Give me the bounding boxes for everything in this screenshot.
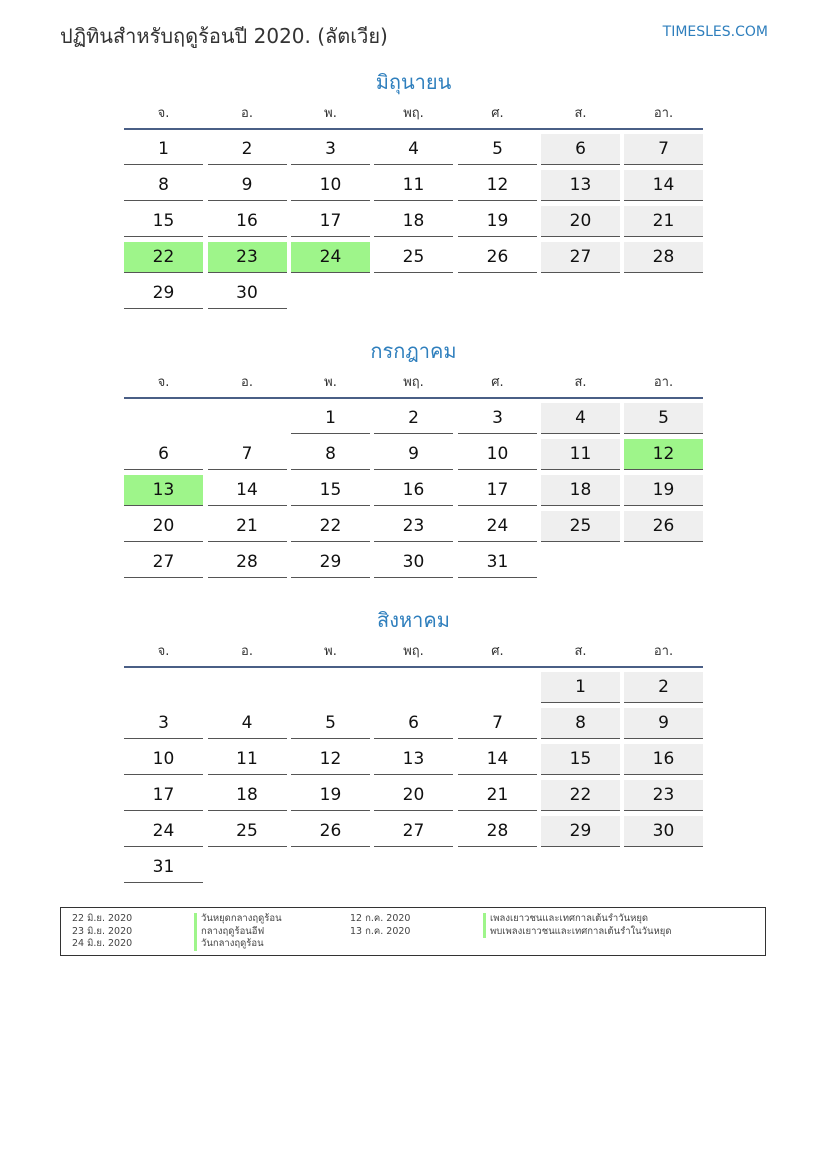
day-cell[interactable]: 24 [124,816,203,847]
legend-date: 23 มิ.ย. 2020 [72,925,133,937]
weekday-divider [124,128,703,130]
legend-date: 13 ก.ค. 2020 [350,925,411,937]
weekday-label: พฤ. [403,644,424,659]
legend-holiday-name: กลางฤดูร้อนอีฟ [194,926,264,939]
weekday-label: จ. [157,644,170,659]
day-cell[interactable]: 6 [374,708,453,739]
day-cell[interactable]: 7 [458,708,537,739]
day-cell[interactable]: 28 [458,816,537,847]
day-cell[interactable]: 28 [624,242,703,273]
day-cell[interactable]: 2 [208,134,287,165]
legend-date: 12 ก.ค. 2020 [350,913,411,924]
weekday-label: อา. [653,644,674,659]
day-cell[interactable]: 7 [208,439,287,470]
day-cell[interactable]: 23 [624,780,703,811]
day-cell[interactable]: 12 [458,170,537,201]
day-cell[interactable]: 8 [541,708,620,739]
holiday-day-cell[interactable]: 12 [624,439,703,470]
legend-date: 24 มิ.ย. 2020 [72,938,133,949]
holiday-day-cell[interactable]: 13 [124,475,203,506]
day-cell[interactable]: 22 [541,780,620,811]
weekday-label: ศ. [491,644,504,659]
day-cell[interactable]: 21 [458,780,537,811]
day-cell[interactable]: 8 [124,170,203,201]
day-cell[interactable]: 11 [208,744,287,775]
day-cell[interactable]: 19 [458,206,537,237]
day-cell[interactable]: 15 [291,475,370,506]
day-cell[interactable]: 14 [624,170,703,201]
day-cell[interactable]: 1 [541,672,620,703]
legend-holiday-name: วันกลางฤดูร้อน [194,938,264,951]
day-cell[interactable]: 14 [208,475,287,506]
weekday-header [124,365,703,399]
day-cell[interactable]: 26 [624,511,703,542]
day-cell[interactable]: 1 [291,403,370,434]
day-cell[interactable]: 18 [208,780,287,811]
month-title: มิถุนายน [375,70,452,94]
legend-holiday-name: เพลงเยาวชนและเทศกาลเต้นรำวันหยุด [483,913,648,926]
day-cell[interactable]: 5 [458,134,537,165]
day-cell[interactable]: 10 [291,170,370,201]
weekday-label: อ. [241,106,253,121]
day-cell[interactable]: 27 [541,242,620,273]
weekday-label: ส. [574,375,587,390]
day-cell[interactable]: 2 [624,672,703,703]
day-cell[interactable]: 15 [541,744,620,775]
day-cell[interactable]: 25 [208,816,287,847]
day-cell[interactable]: 19 [291,780,370,811]
weekday-label: พฤ. [403,106,424,121]
day-cell[interactable]: 19 [624,475,703,506]
month-calendar [124,337,703,572]
day-cell[interactable]: 15 [124,206,203,237]
day-cell[interactable]: 17 [124,780,203,811]
day-cell[interactable]: 18 [541,475,620,506]
month-calendar [124,606,703,877]
day-cell[interactable]: 11 [374,170,453,201]
day-cell[interactable]: 28 [208,547,287,578]
day-cell[interactable]: 31 [458,547,537,578]
day-cell[interactable]: 2 [374,403,453,434]
weekday-label: จ. [157,375,170,390]
day-cell[interactable]: 7 [624,134,703,165]
day-cell[interactable]: 13 [374,744,453,775]
day-cell[interactable]: 20 [124,511,203,542]
day-cell[interactable]: 31 [124,852,203,883]
day-cell[interactable]: 3 [124,708,203,739]
day-cell[interactable]: 25 [541,511,620,542]
day-cell[interactable]: 4 [374,134,453,165]
day-cell[interactable]: 4 [541,403,620,434]
day-cell[interactable]: 17 [458,475,537,506]
day-cell[interactable]: 16 [624,744,703,775]
day-cell[interactable]: 27 [374,816,453,847]
day-cell[interactable]: 5 [624,403,703,434]
day-cell[interactable]: 20 [541,206,620,237]
day-cell[interactable]: 18 [374,206,453,237]
day-cell[interactable]: 16 [208,206,287,237]
weekday-divider [124,666,703,668]
day-cell[interactable]: 25 [374,242,453,273]
weekday-label: ศ. [491,106,504,121]
day-cell[interactable]: 10 [124,744,203,775]
month-calendar [124,68,703,303]
holiday-day-cell[interactable]: 23 [208,242,287,273]
day-cell[interactable]: 9 [624,708,703,739]
day-cell[interactable]: 26 [458,242,537,273]
legend-holiday-name: พบเพลงเยาวชนและเทศกาลเต้นรำในวันหยุด [483,926,672,939]
weekday-label: ส. [574,644,587,659]
weekday-label: พ. [324,375,337,390]
day-cell[interactable]: 12 [291,744,370,775]
page-title: ปฏิทินสำหรับฤดูร้อนปี 2020. (ลัตเวีย) [60,24,388,48]
day-cell[interactable]: 27 [124,547,203,578]
day-cell[interactable]: 22 [291,511,370,542]
day-cell[interactable]: 1 [124,134,203,165]
weekday-divider [124,397,703,399]
day-cell[interactable]: 10 [458,439,537,470]
day-cell[interactable]: 9 [374,439,453,470]
weekday-label: อ. [241,375,253,390]
day-cell[interactable]: 24 [458,511,537,542]
weekday-header [124,634,703,668]
weekday-label: พ. [324,106,337,121]
day-cell[interactable]: 29 [541,816,620,847]
day-cell[interactable]: 30 [208,278,287,309]
day-cell[interactable]: 5 [291,708,370,739]
holiday-day-cell[interactable]: 24 [291,242,370,273]
site-link[interactable]: TIMESLES.COM [662,24,768,40]
day-cell[interactable]: 20 [374,780,453,811]
weekday-label: อ. [241,644,253,659]
day-cell[interactable]: 29 [124,278,203,309]
day-cell[interactable]: 30 [374,547,453,578]
weekday-label: พ. [324,644,337,659]
weekday-label: อา. [653,375,674,390]
day-cell[interactable]: 13 [541,170,620,201]
day-cell[interactable]: 11 [541,439,620,470]
day-cell[interactable]: 4 [208,708,287,739]
day-cell[interactable]: 6 [541,134,620,165]
holiday-day-cell[interactable]: 22 [124,242,203,273]
day-cell[interactable]: 23 [374,511,453,542]
day-cell[interactable]: 29 [291,547,370,578]
page-header [60,18,768,48]
month-title: กรกฎาคม [370,339,457,363]
day-cell[interactable]: 16 [374,475,453,506]
day-cell[interactable]: 21 [624,206,703,237]
weekday-label: อา. [653,106,674,121]
day-cell[interactable]: 8 [291,439,370,470]
day-cell[interactable]: 17 [291,206,370,237]
day-cell[interactable]: 9 [208,170,287,201]
weekday-label: จ. [157,106,170,121]
day-cell[interactable]: 6 [124,439,203,470]
legend-date: 22 มิ.ย. 2020 [72,913,133,924]
weekday-header [124,96,703,130]
day-cell[interactable]: 26 [291,816,370,847]
day-cell[interactable]: 21 [208,511,287,542]
weekday-label: พฤ. [403,375,424,390]
weekday-label: ส. [574,106,587,121]
weekday-label: ศ. [491,375,504,390]
holiday-legend [60,907,766,956]
day-cell[interactable]: 3 [458,403,537,434]
day-cell[interactable]: 3 [291,134,370,165]
legend-holiday-name: วันหยุดกลางฤดูร้อน [194,913,282,926]
day-cell[interactable]: 14 [458,744,537,775]
month-title: สิงหาคม [377,608,450,632]
day-cell[interactable]: 30 [624,816,703,847]
